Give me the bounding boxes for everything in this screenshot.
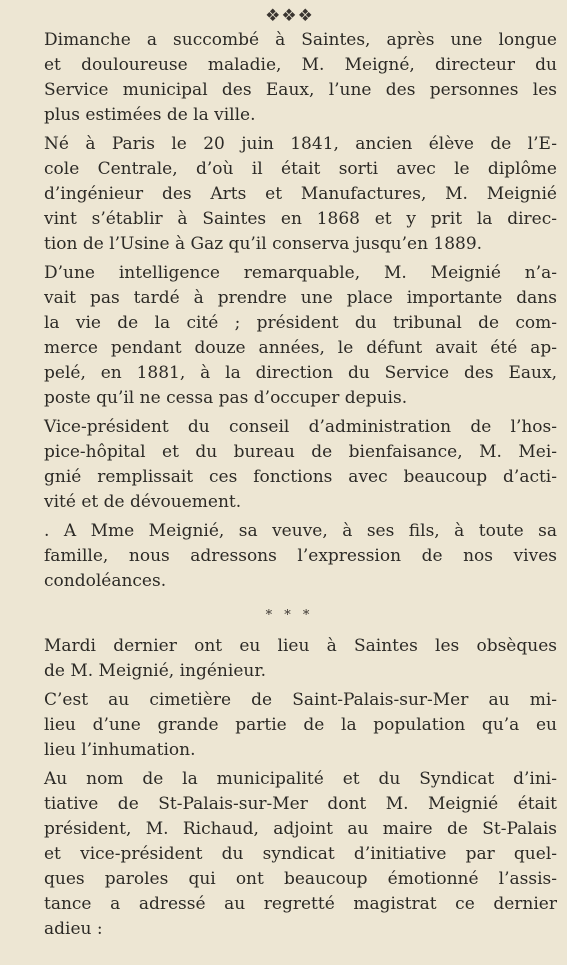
text-line: Service municipal des Eaux, l’une des personnes les xyxy=(44,80,557,100)
paragraph-gap xyxy=(22,594,557,598)
text-line: gnié remplissait ces fonctions avec beaucoup d’acti- xyxy=(44,467,557,487)
text-line: . A Mme Meignié, sa veuve, à ses fils, à toute sa xyxy=(44,521,557,541)
text-line: poste qu’il ne cessa pas d’occuper depuis. xyxy=(44,388,408,408)
text-line: D’une intelligence remarquable, M. Meignié n’a- xyxy=(44,263,557,283)
text-line: cole Centrale, d’où il était sorti avec le diplôme xyxy=(44,159,557,179)
article-paragraph xyxy=(22,519,557,594)
top-ornament: ❖❖❖ xyxy=(265,6,314,26)
text-line: d’ingénieur des Arts et Manufactures, M. Meignié xyxy=(44,184,557,204)
text-line: tion de l’Usine à Gaz qu’il conserva jusqu’en 1889. xyxy=(44,234,483,254)
article-paragraph xyxy=(22,132,557,257)
text-line: adieu : xyxy=(44,919,103,939)
text-line: Mardi dernier ont eu lieu à Saintes les obsèques xyxy=(44,636,557,656)
text-line: famille, nous adressons l’expression de nos vives xyxy=(44,546,557,566)
text-line: C’est au cimetière de Saint-Palais-sur-Mer au mi- xyxy=(44,690,557,710)
article-paragraph xyxy=(22,767,557,942)
text-line: tiative de St-Palais-sur-Mer dont M. Meignié était xyxy=(44,794,557,814)
text-line: plus estimées de la ville. xyxy=(44,105,256,125)
text-line: Dimanche a succombé à Saintes, après une longue xyxy=(44,30,557,50)
text-line: merce pendant douze années, le défunt avait été ap- xyxy=(44,338,557,358)
text-line: vint s’établir à Saintes en 1868 et y prit la direc- xyxy=(44,209,557,229)
text-line: Au nom de la municipalité et du Syndicat d’ini- xyxy=(44,769,557,789)
text-line: pelé, en 1881, à la direction du Service des Eaux, xyxy=(44,363,557,383)
text-line: pice-hôpital et du bureau de bienfaisance, M. Mei- xyxy=(44,442,557,462)
text-line: lieu l’inhumation. xyxy=(44,740,196,760)
section-separator-ornament: * * * xyxy=(265,608,314,623)
text-line: lieu d’une grande partie de la population qu’a eu xyxy=(44,715,557,735)
text-line: de M. Meignié, ingénieur. xyxy=(44,661,266,681)
text-line: vité et de dévouement. xyxy=(44,492,242,512)
text-line: et vice-président du syndicat d’initiative par quel- xyxy=(44,844,557,864)
article-paragraph xyxy=(22,634,557,684)
text-line: ques paroles qui ont beaucoup émotionné l’assis- xyxy=(44,869,557,889)
text-line: Né à Paris le 20 juin 1841, ancien élève de l’E- xyxy=(44,134,557,154)
text-line: président, M. Richaud, adjoint au maire de St-Palais xyxy=(44,819,557,839)
article-body xyxy=(22,28,557,946)
text-line: vait pas tardé à prendre une place importante dans xyxy=(44,288,557,308)
text-line: tance a adressé au regretté magistrat ce dernier xyxy=(44,894,557,914)
text-line: Vice-président du conseil d’administration de l’hos- xyxy=(44,417,557,437)
text-line: et douloureuse maladie, M. Meigné, directeur du xyxy=(44,55,557,75)
article-paragraph xyxy=(22,688,557,763)
article-paragraph xyxy=(22,261,557,411)
article-paragraph xyxy=(22,415,557,515)
text-line: la vie de la cité ; président du tribunal de com- xyxy=(44,313,557,333)
text-line: condoléances. xyxy=(44,571,167,591)
article-paragraph xyxy=(22,28,557,128)
paragraph-gap xyxy=(22,942,557,946)
